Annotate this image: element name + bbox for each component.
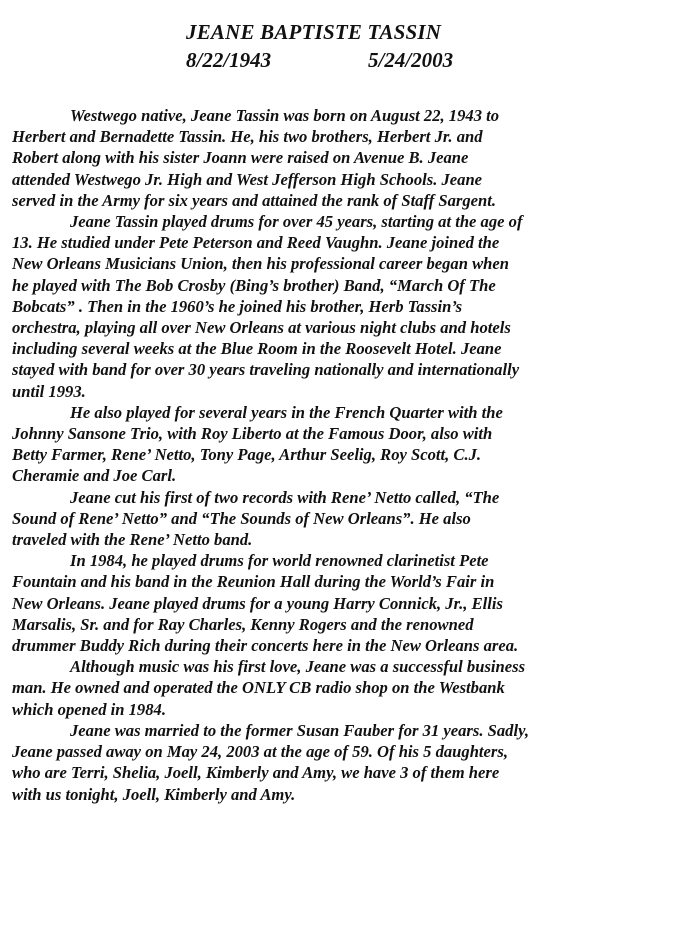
text-line: served in the Army for six years and attained the rank of Staff Sargent. (12, 190, 497, 210)
text-line: Marsalis, Sr. and for Ray Charles, Kenny Rogers and the renowned (12, 614, 474, 634)
text-line: 13. He studied under Pete Peterson and Reed Vaughn. Jeane joined the (12, 233, 500, 253)
text-line: attended Westwego Jr. High and West Jefferson High Schools. Jeane (12, 169, 483, 189)
text-line: which opened in 1984. (12, 699, 166, 719)
text-line: He also played for several years in the French Quarter with the (70, 402, 503, 422)
text-line: New Orleans Musicians Union, then his professional career began when (12, 254, 509, 274)
text-line: Herbert and Bernadette Tassin. He, his two brothers, Herbert Jr. and (12, 127, 483, 147)
text-line: Robert along with his sister Joann were raised on Avenue B. Jeane (12, 148, 469, 168)
text-line: Sound of Rene’ Netto” and “The Sounds of New Orleans”. He also (12, 508, 471, 528)
text-line: orchestra, playing all over New Orleans at various night clubs and hotels (12, 318, 511, 338)
text-line: Johnny Sansone Trio, with Roy Liberto at the Famous Door, also with (12, 424, 493, 444)
text-line: Jeane was married to the former Susan Fauber for 31 years. Sadly, (70, 720, 529, 740)
text-line: New Orleans. Jeane played drums for a young Harry Connick, Jr., Ellis (12, 593, 503, 613)
text-line: In 1984, he played drums for world renowned clarinetist Pete (70, 551, 489, 571)
text-line: man. He owned and operated the ONLY CB radio shop on the Westbank (12, 678, 505, 698)
text-line: Jeane cut his first of two records with Rene’ Netto called, “The (70, 487, 500, 507)
text-line: until 1993. (12, 381, 86, 401)
text-line: he played with The Bob Crosby (Bing’s brother) Band, “March Of The (12, 275, 496, 295)
text-line: Fountain and his band in the Reunion Hall during the World’s Fair in (12, 572, 495, 592)
biography-text (12, 105, 688, 805)
birth-date: 8/22/1943 (186, 48, 272, 72)
text-line: Betty Farmer, Rene’ Netto, Tony Page, Arthur Seelig, Roy Scott, C.J. (12, 445, 482, 465)
page-title: JEANE BAPTISTE TASSIN (186, 20, 442, 44)
text-line: who are Terri, Shelia, Joell, Kimberly and Amy, we have 3 of them here (12, 763, 500, 783)
text-line: traveled with the Rene’ Netto band. (12, 530, 253, 550)
text-line: with us tonight, Joell, Kimberly and Amy. (12, 784, 296, 804)
text-line: drummer Buddy Rich during their concerts here in the New Orleans area. (12, 636, 519, 656)
text-line: Cheramie and Joe Carl. (12, 466, 177, 486)
text-line: Jeane Tassin played drums for over 45 years, starting at the age of (70, 212, 523, 232)
text-line: Westwego native, Jeane Tassin was born on August 22, 1943 to (70, 106, 500, 125)
text-line: Although music was his first love, Jeane was a successful business (70, 657, 526, 677)
text-line: including several weeks at the Blue Room in the Roosevelt Hotel. Jeane (12, 339, 502, 359)
text-line: stayed with band for over 30 years traveling nationally and internationally (12, 360, 520, 380)
death-date: 5/24/2003 (368, 48, 454, 72)
text-line: Bobcats” . Then in the 1960’s he joined his brother, Herb Tassin’s (12, 296, 463, 316)
text-line: Jeane passed away on May 24, 2003 at the age of 59. Of his 5 daughters, (12, 742, 508, 762)
